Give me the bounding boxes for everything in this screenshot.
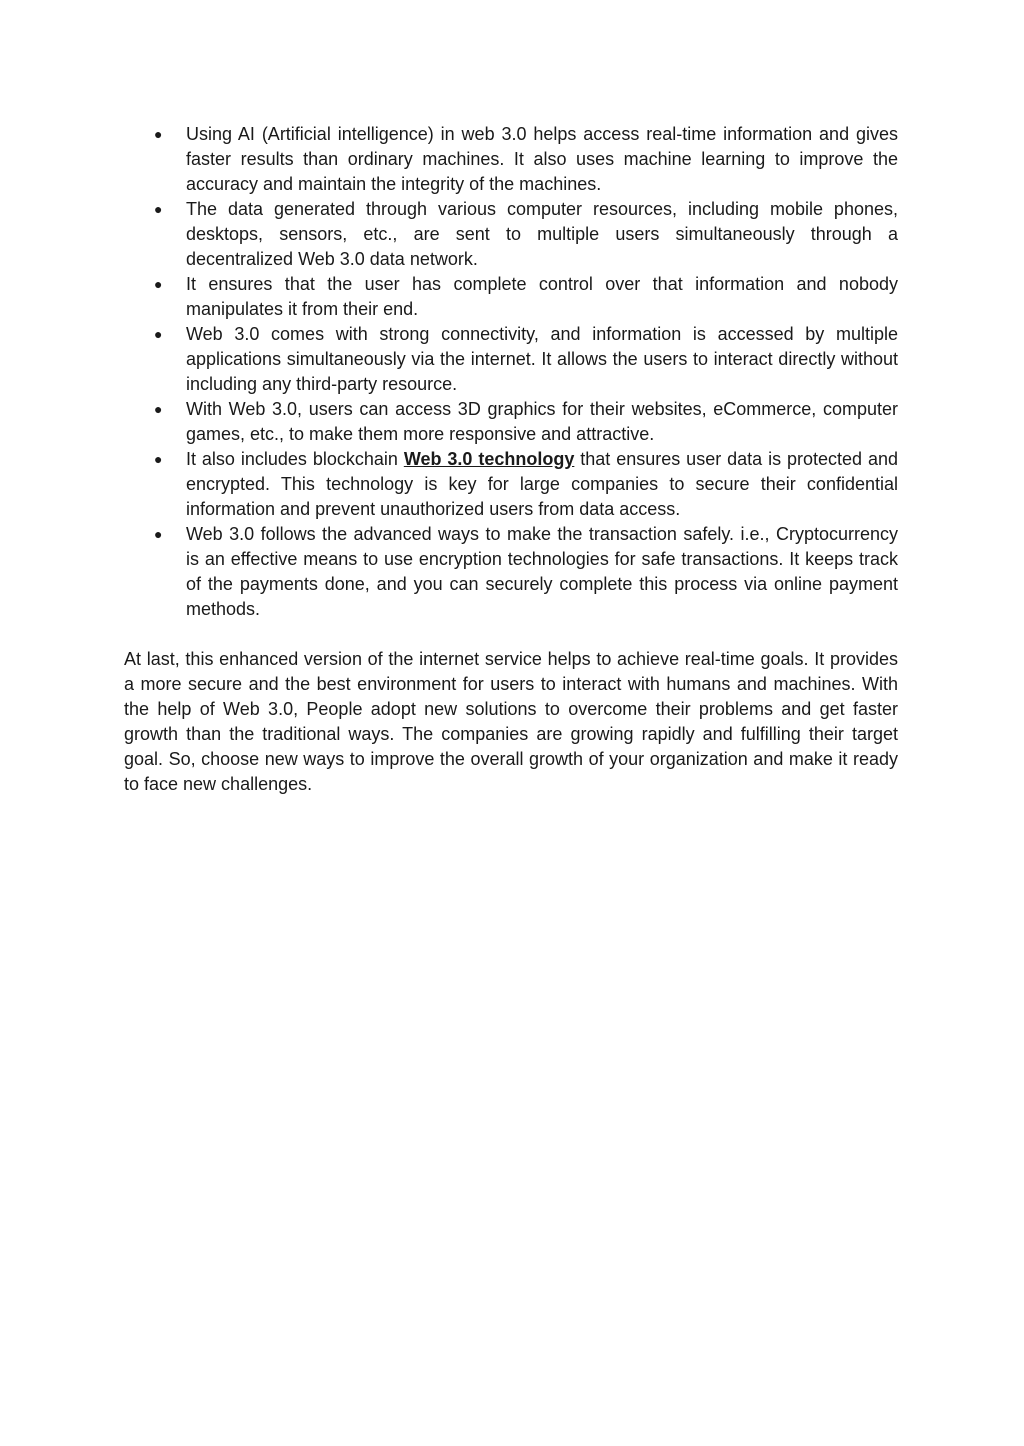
list-item [124,522,898,622]
bullet-icon: ● [154,401,163,417]
list-item [124,322,898,397]
list-item-text: Using AI (Artificial intelligence) in web 3.0 helps access real-time information and gives faster results than ordinary machines. It also uses machine learning to improve the accuracy and maintain the integrity of the machines. [186,124,898,194]
list-item [124,272,898,322]
list-item-text: Web 3.0 comes with strong connectivity, and information is accessed by multiple applications simultaneously via the internet. It allows the users to interact directly without including any third-party resource. [186,324,898,394]
list-item-text: It ensures that the user has complete control over that information and nobody manipulates it from their end. [186,274,898,319]
bullet-icon: ● [154,326,163,342]
bullet-icon: ● [154,276,163,292]
bullet-icon: ● [154,126,163,142]
list-item [124,122,898,197]
list-item-text: The data generated through various computer resources, including mobile phones, desktops, sensors, etc., are sent to multiple users simultaneously through a decentralized Web 3.0 data network. [186,199,898,269]
bullet-icon: ● [154,526,163,542]
web3-technology-link[interactable]: Web 3.0 technology [403,449,575,469]
bullet-icon: ● [154,451,163,467]
list-item-text-after-link: that ensures user data is protected and encrypted. This technology is key for large companies to secure their confidential information and prevent unauthorized users from data access. [186,449,899,519]
bullet-list [124,122,898,622]
list-item [124,447,898,522]
list-item [124,397,898,447]
list-item-text: Web 3.0 follows the advanced ways to make the transaction safely. i.e., Cryptocurrency is an effective means to use encryption technologies for safe transactions. It keeps track of the payments done, and you can securely complete this process via online payment methods. [186,524,898,619]
closing-paragraph: At last, this enhanced version of the internet service helps to achieve real-time goals. It provides a more secure and the best environment for users to interact with humans and machines. With the help of Web 3.0, People adopt new solutions to overcome their problems and get faster growth than the traditional ways. The companies are growing rapidly and fulfilling their target goal. So, choose new ways to improve the overall growth of your organization and make it ready to face new challenges. [124,649,898,794]
list-item [124,197,898,272]
document-body [124,122,898,797]
list-item-text: With Web 3.0, users can access 3D graphics for their websites, eCommerce, computer games, etc., to make them more responsive and attractive. [186,399,898,444]
bullet-icon: ● [154,201,163,217]
list-item-text-before-link: It also includes blockchain [186,449,404,469]
